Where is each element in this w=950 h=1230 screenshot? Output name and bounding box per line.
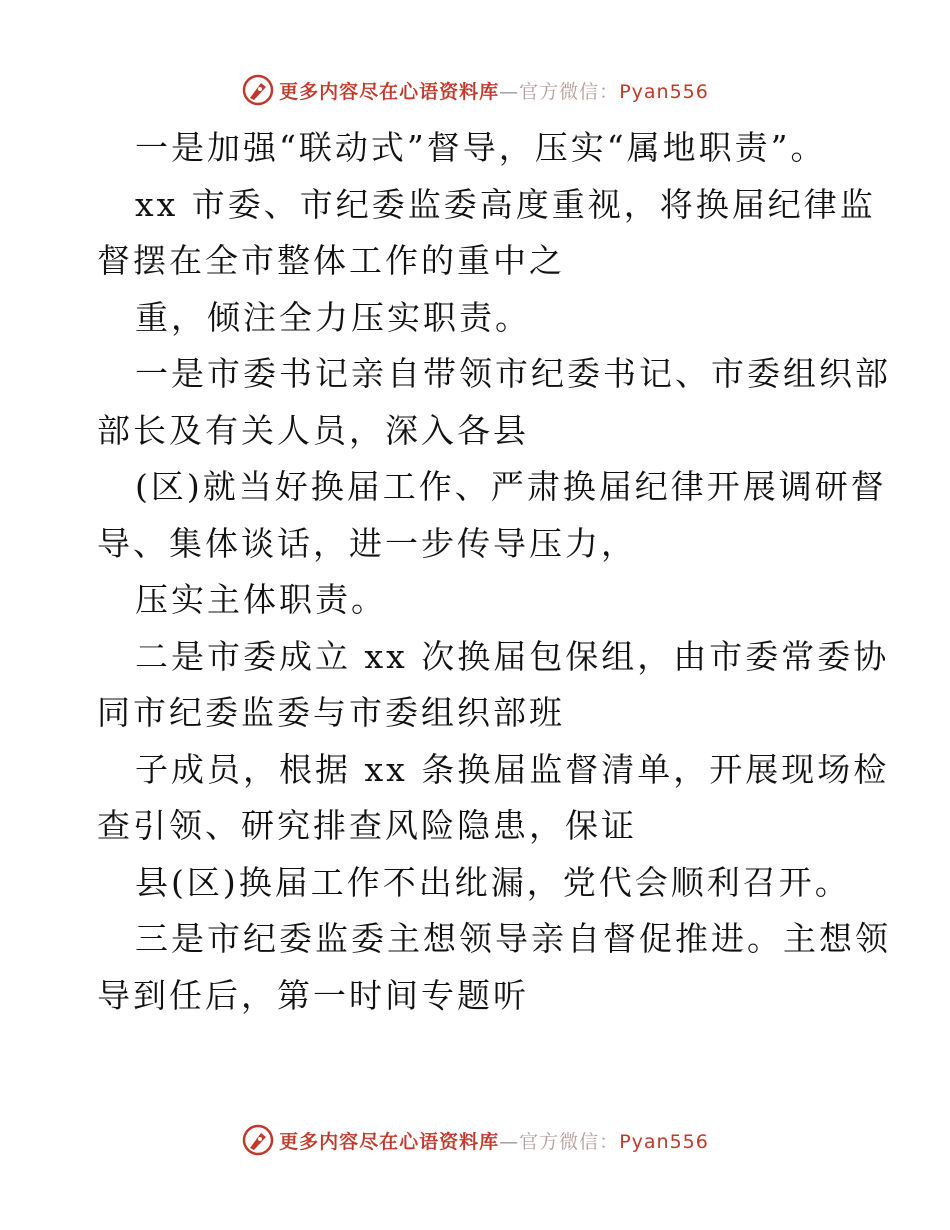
document-body [97, 120, 891, 1024]
banner-wechat-label: 官方微信： [519, 80, 620, 103]
paragraph-line: 同市纪委监委与市委组织部班 [97, 693, 565, 732]
banner-separator: — [499, 1130, 520, 1153]
banner-text [279, 77, 709, 104]
paragraph-line: (区)就当好换届工作、严肃换届纪律开展调研督 [135, 467, 887, 506]
banner-separator: — [499, 80, 520, 103]
paragraph-line: 压实主体职责。 [135, 580, 387, 619]
banner-wechat-id: Pyan556 [619, 80, 709, 103]
banner-brand: 更多内容尽在心语资料库 [279, 1130, 500, 1153]
paragraph-line: 二是市委成立 xx 次换届包保组，由市委常委协 [135, 636, 890, 676]
pen-nib-logo-icon [241, 73, 275, 107]
paragraph-line: 督摆在全市整体工作的重中之 [97, 241, 565, 280]
paragraph-line: 部长及有关人员，深入各县 [97, 410, 529, 450]
paragraph-line: xx 市委、市纪委监委高度重视，将换届纪律监 [135, 184, 876, 224]
paragraph-line: 导、集体谈话，进一步传导压力， [97, 523, 637, 563]
paragraph-line: 一是加强“联动式”督导，压实“属地职责”。 [135, 128, 827, 167]
paragraph-line: 导到任后，第一时间专题听 [97, 975, 529, 1015]
paragraph-line: 三是市纪委监委主想领导亲自督促推进。主想领 [135, 919, 891, 958]
paragraph-line: 一是市委书记亲自带领市纪委书记、市委组织部 [135, 354, 891, 393]
footer-banner [0, 1120, 950, 1160]
banner-wechat-id: Pyan556 [619, 1130, 709, 1153]
banner-text [279, 1127, 709, 1154]
pen-nib-logo-icon [241, 1123, 275, 1157]
paragraph-line: 查引领、研究排查风险隐患，保证 [97, 806, 637, 845]
paragraph-line: 县(区)换届工作不出纰漏，党代会顺利召开。 [135, 862, 851, 902]
paragraph-line: 重，倾注全力压实职责。 [135, 297, 531, 337]
header-banner [0, 70, 950, 110]
paragraph-line: 子成员，根据 xx 条换届监督清单，开展现场检 [135, 749, 890, 789]
banner-brand: 更多内容尽在心语资料库 [279, 80, 500, 103]
banner-wechat-label: 官方微信： [519, 1130, 620, 1153]
